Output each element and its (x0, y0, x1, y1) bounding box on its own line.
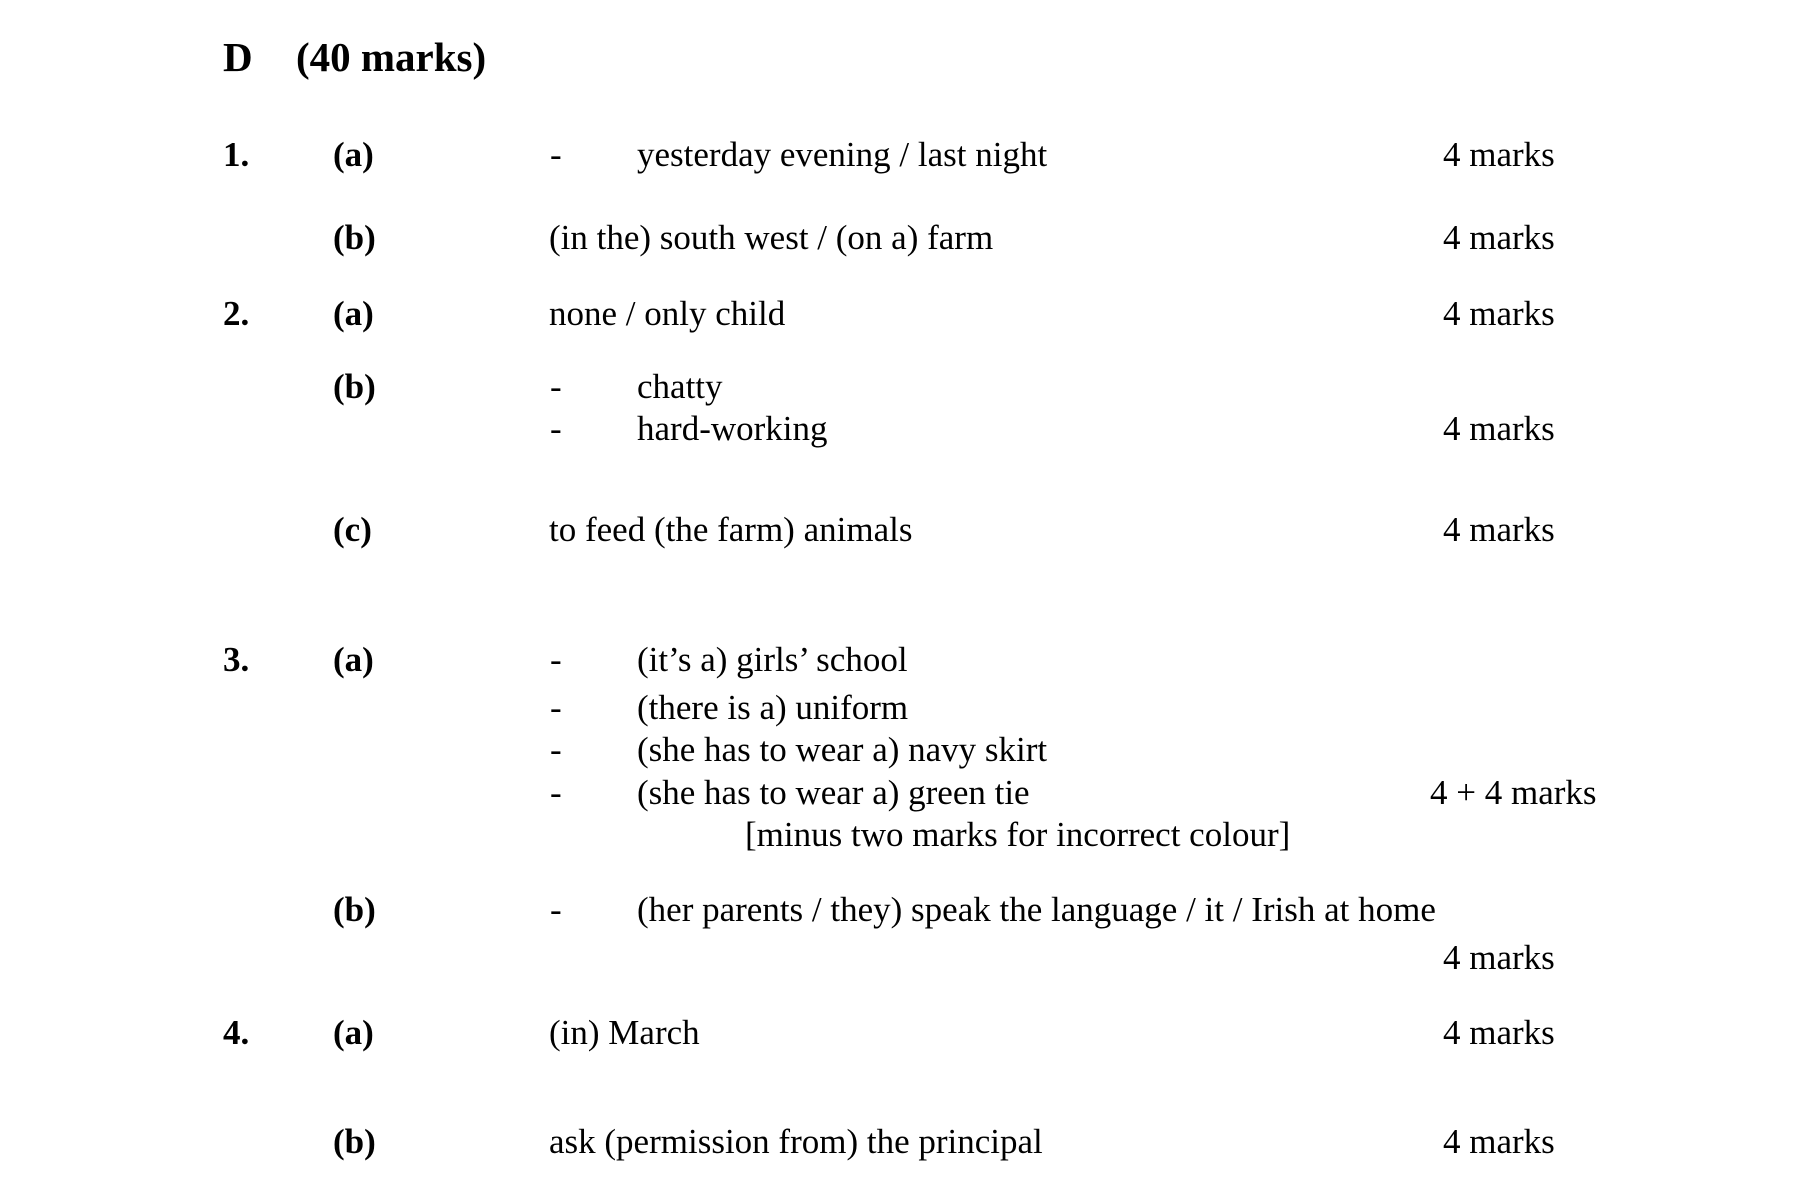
bullet-dash: - (550, 890, 562, 929)
answer-2a-line-1: none / only child (549, 294, 786, 333)
section-letter: D (223, 34, 253, 80)
question-number-3: 3. (223, 640, 250, 679)
marks-4b: 4 marks (1443, 1122, 1555, 1161)
answer-2b-line-1: chatty (637, 367, 723, 406)
marks-4a: 4 marks (1443, 1013, 1555, 1052)
bullet-dash: - (550, 640, 562, 679)
part-label-2b: (b) (333, 367, 376, 406)
answer-3a-line-3: (she has to wear a) navy skirt (637, 730, 1048, 769)
answer-2c-line-1: to feed (the farm) animals (549, 510, 913, 549)
answer-3a-line-1: (it’s a) girls’ school (637, 640, 908, 679)
marks-2b: 4 marks (1443, 409, 1555, 448)
bullet-dash: - (550, 730, 562, 769)
marks-3b: 4 marks (1443, 938, 1555, 977)
answer-3a-line-2: (there is a) uniform (637, 688, 909, 727)
answer-4a-line-1: (in) March (549, 1013, 700, 1052)
marks-3a: 4 + 4 marks (1430, 773, 1597, 812)
marks-2c: 4 marks (1443, 510, 1555, 549)
marks-2a: 4 marks (1443, 294, 1555, 333)
marks-1b: 4 marks (1443, 218, 1555, 257)
bullet-dash: - (550, 409, 562, 448)
part-label-4b: (b) (333, 1122, 376, 1161)
question-number-2: 2. (223, 294, 250, 333)
bullet-dash: - (550, 688, 562, 727)
answer-1a-line-1: yesterday evening / last night (637, 135, 1048, 174)
answer-3b-line-1: (her parents / they) speak the language / it / Irish at home (637, 890, 1436, 929)
marks-1a: 4 marks (1443, 135, 1555, 174)
bullet-dash: - (550, 367, 562, 406)
bullet-dash: - (550, 773, 562, 812)
part-label-4a: (a) (333, 1013, 374, 1052)
part-label-1b: (b) (333, 218, 376, 257)
bullet-dash: - (550, 135, 562, 174)
part-label-3a: (a) (333, 640, 374, 679)
question-number-4: 4. (223, 1013, 250, 1052)
answer-3a-line-4: (she has to wear a) green tie (637, 773, 1030, 812)
answer-4b-line-1: ask (permission from) the principal (549, 1122, 1043, 1161)
answer-1b-line-1: (in the) south west / (on a) farm (549, 218, 994, 257)
marking-note-3a: [minus two marks for incorrect colour] (745, 815, 1291, 854)
answer-2b-line-2: hard-working (637, 409, 828, 448)
part-label-2a: (a) (333, 294, 374, 333)
part-label-1a: (a) (333, 135, 374, 174)
section-total-marks: (40 marks) (296, 34, 487, 80)
part-label-3b: (b) (333, 890, 376, 929)
part-label-2c: (c) (333, 510, 372, 549)
question-number-1: 1. (223, 135, 250, 174)
